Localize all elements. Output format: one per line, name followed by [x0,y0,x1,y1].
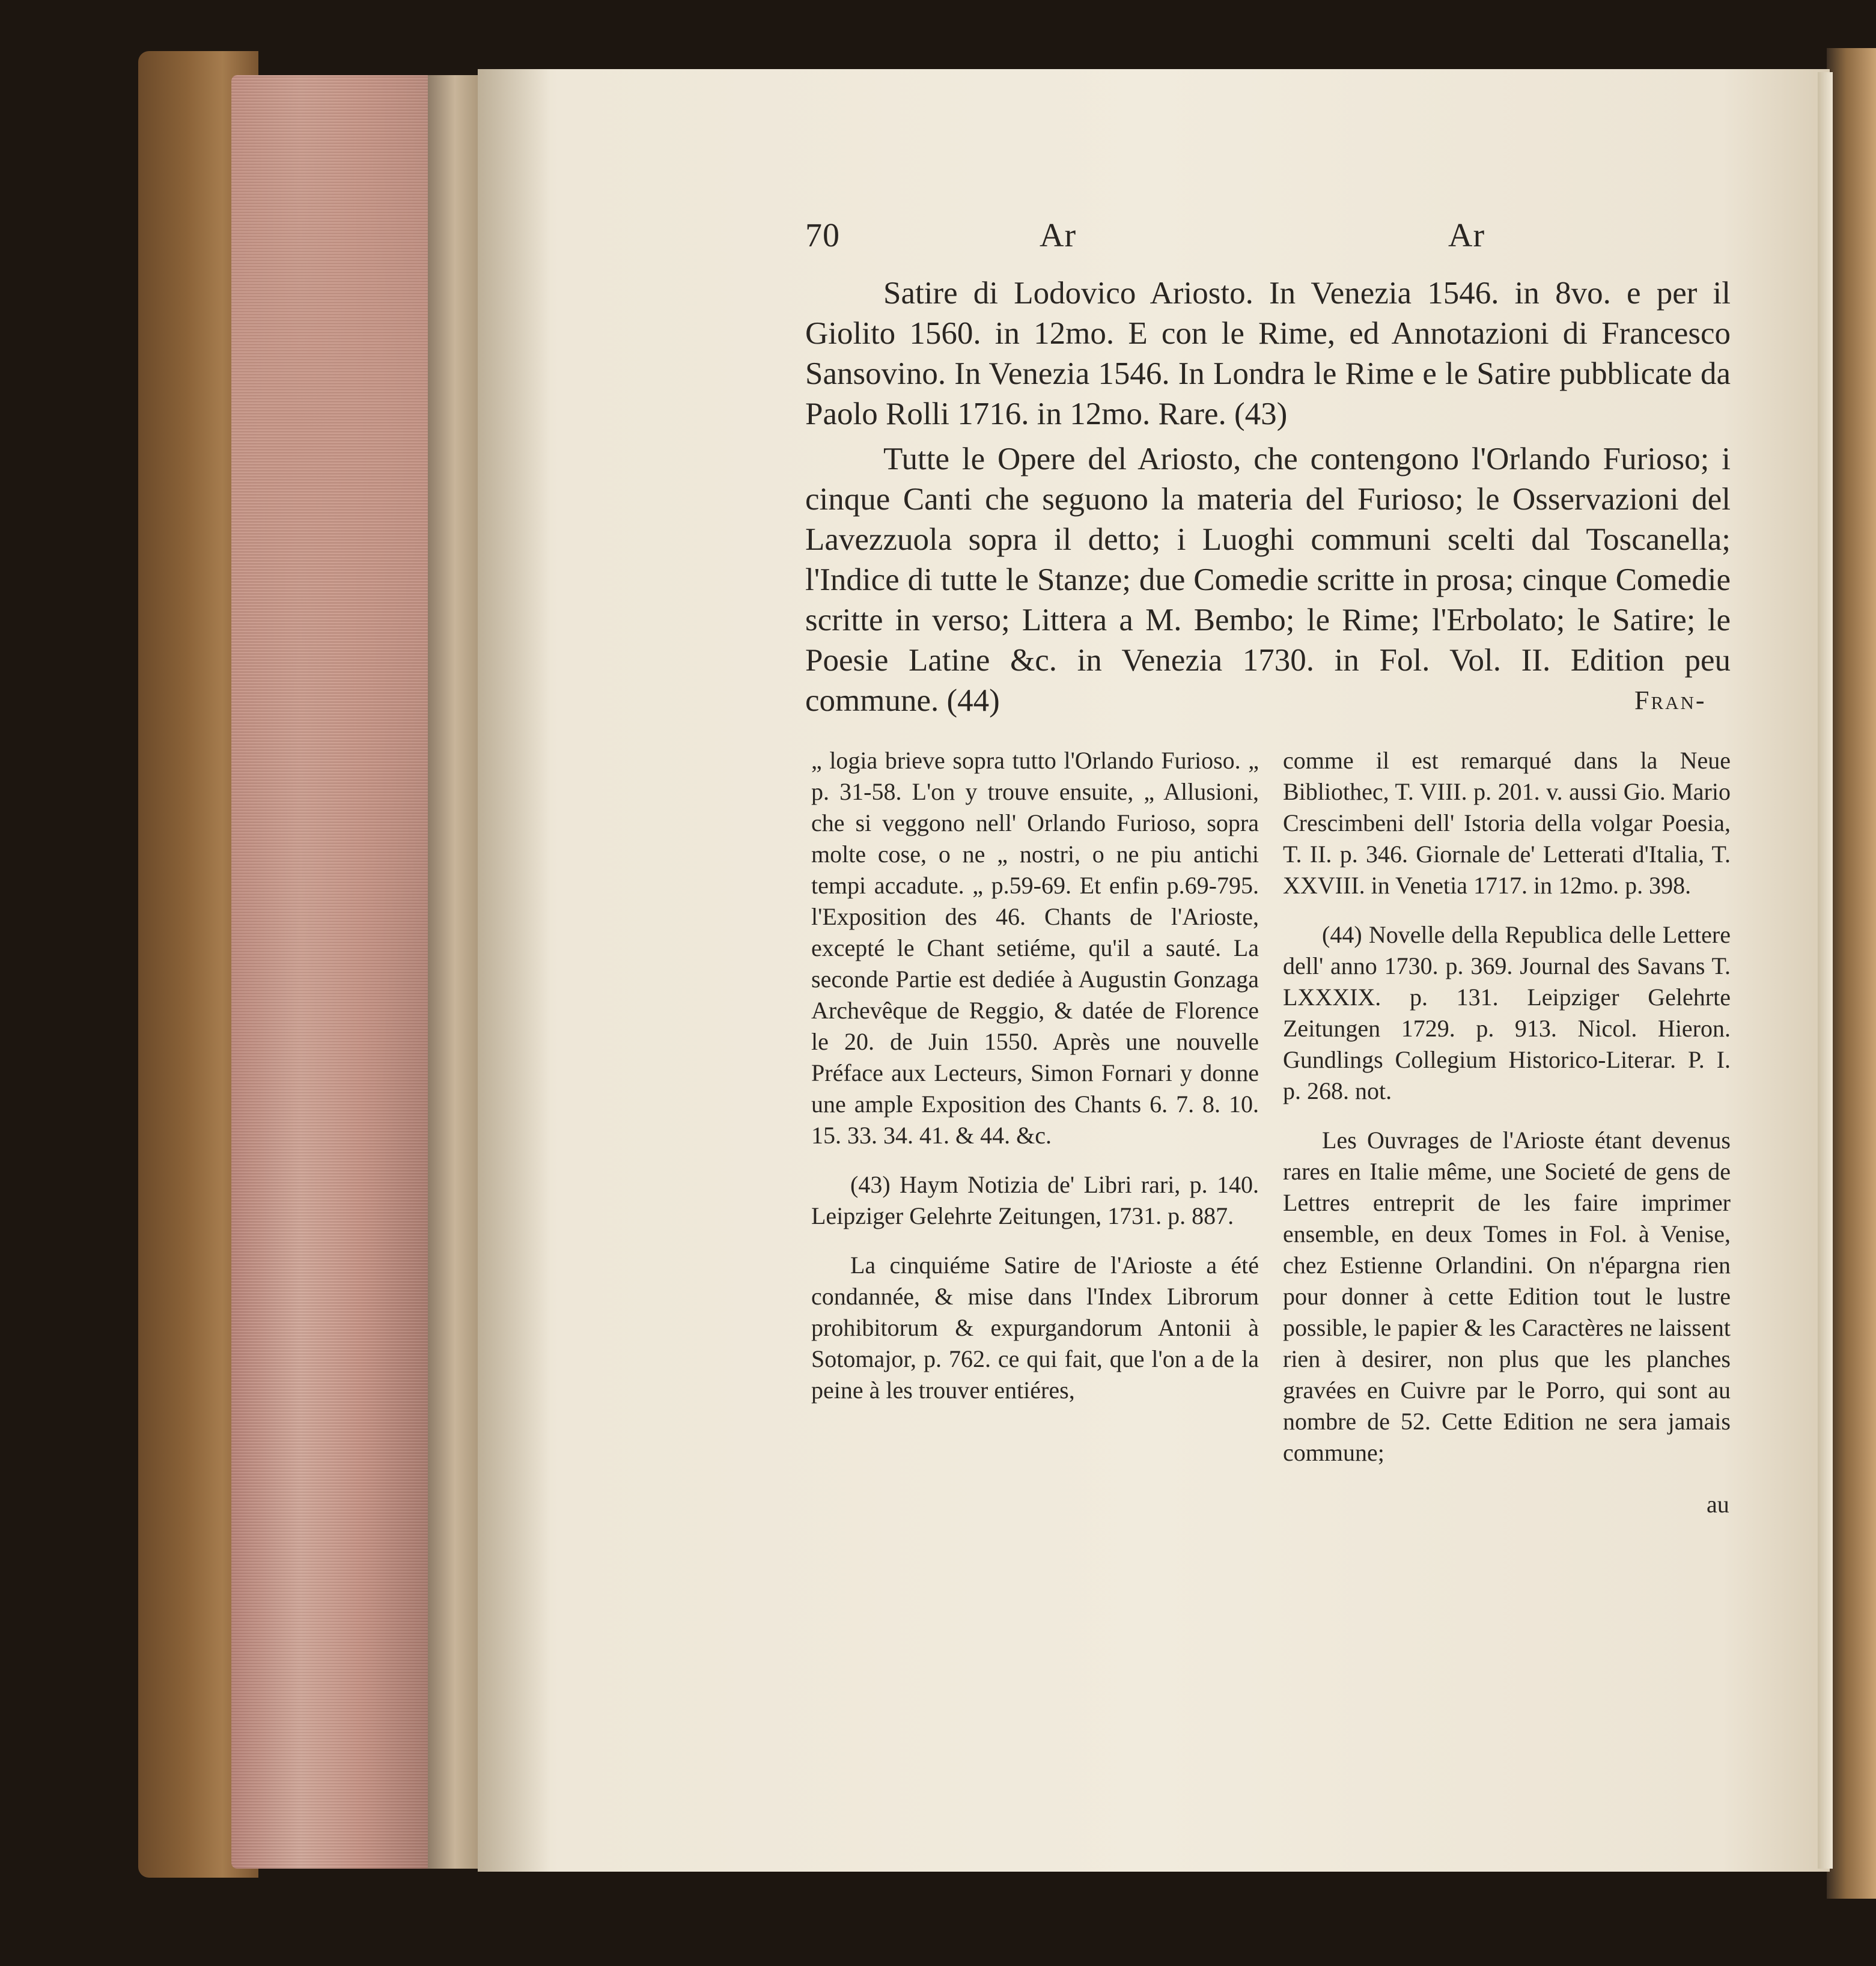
footnote-43: (43) Haym Notizia de' Libri rari, p. 140. Leipziger Gelehrte Zeitungen, 1731. p. 887. [811,1171,1259,1229]
main-text [805,273,1731,721]
running-head-right: Ar [1448,217,1485,254]
book-cover-right [1827,48,1876,1899]
note-paragraph: „ logia brieve sopra tutto l'Orlando Furioso. „ p. 31-58. L'on y trouve ensuite, „ Allusioni, che si veggono nell' Orlando Furioso, sopra molte cose, o ne „ nostri, o ne piu antichi tempi accadute. „ p.59-69. Et enfin p.69-795. l'Exposition des 46. Chants de l'Arioste, excepté le Chant setiéme, qu'il a sauté. La seconde Partie est dediée à Augustin Gonzaga Archevêque de Reggio, & datée de Florence le 20. de Juin 1550. Après une nouvelle Préface aux Lecteurs, Simon Fornari y donne une ample Exposition des Chants 6. 7. 8. 10. 15. 33. 34. 41. & 44. &c. [811,747,1259,1149]
footnote-44: (44) Novelle della Republica delle Lettere dell' anno 1730. p. 369. Journal des Savans T. LXXXIX. p. 131. Leipziger Gelehrte Zeitungen 1729. p. 913. Nicol. Hieron. Gundlings Collegium Historico-Literar. P. I. p. 268. not. [1283,921,1731,1104]
page-edges [231,75,430,1869]
facing-page-edge [1818,72,1833,1869]
catchword-notes: au [1707,1491,1729,1518]
notes-column-right [1283,745,1731,1487]
note-paragraph: La cinquiéme Satire de l'Arioste a été condannée, & mise dans l'Index Librorum prohibitorum & expurgandorum Antonii à Sotomajor, p. 762. ce qui fait, que l'on a de la peine à les trouver entiéres, [811,1252,1259,1404]
note-paragraph: comme il est remarqué dans la Neue Bibliothec, T. VIII. p. 201. v. aussi Gio. Mario Crescimbeni dell' Istoria della volgar Poesia, T. II. p. 346. Giornale de' Letterati d'Italia, T. XXVIII. in Venetia 1717. in 12mo. p. 398. [1283,747,1731,899]
note-paragraph: Les Ouvrages de l'Arioste étant devenus rares en Italie même, une Societé de gens de Lettres entreprit de les faire imprimer ensemble, en deux Tomes in Fol. à Venise, chez Estienne Orlandini. On n'épargna rien pour donner à cette Edition tout le lustre possible, le papier & les Caractères ne laissent rien à desirer, non plus que les planches gravées en Cuivre par le Porro, qui sont au nombre de 52. Cette Edition ne sera jamais commune; [1283,1127,1731,1466]
main-paragraph: Tutte le Opere del Ariosto, che contengono l'Orlando Furioso; i cinque Canti che seguono la materia del Furioso; le Osservazioni del Lavezzuola sopra il detto; i Luoghi communi scelti dal Toscanella; l'Indice di tutte le Stanze; due Comedie scritte in prosa; cinque Comedie scritte in verso; Littera a M. Bembo; le Rime; l'Erbolato; le Satire; le Poesie Latine &c. in Venezia 1730. in Fol. Vol. II. Edition peu commune. (44) [805,442,1731,718]
page-number: 70 [805,217,840,254]
running-head-left: Ar [1040,217,1077,254]
page-gutter [428,75,482,1869]
gutter-shadow [478,69,550,1872]
main-paragraph: Satire di Lodovico Ariosto. In Venezia 1546. in 8vo. e per il Giolito 1560. in 12mo. E con le Rime, ed Annotazioni di Francesco Sansovino. In Venezia 1546. In Londra le Rime e le Satire pubblicate da Paolo Rolli 1716. in 12mo. Rare. (43) [805,276,1731,431]
catchword: Fran- [1634,686,1707,715]
notes-column-left [811,745,1259,1424]
